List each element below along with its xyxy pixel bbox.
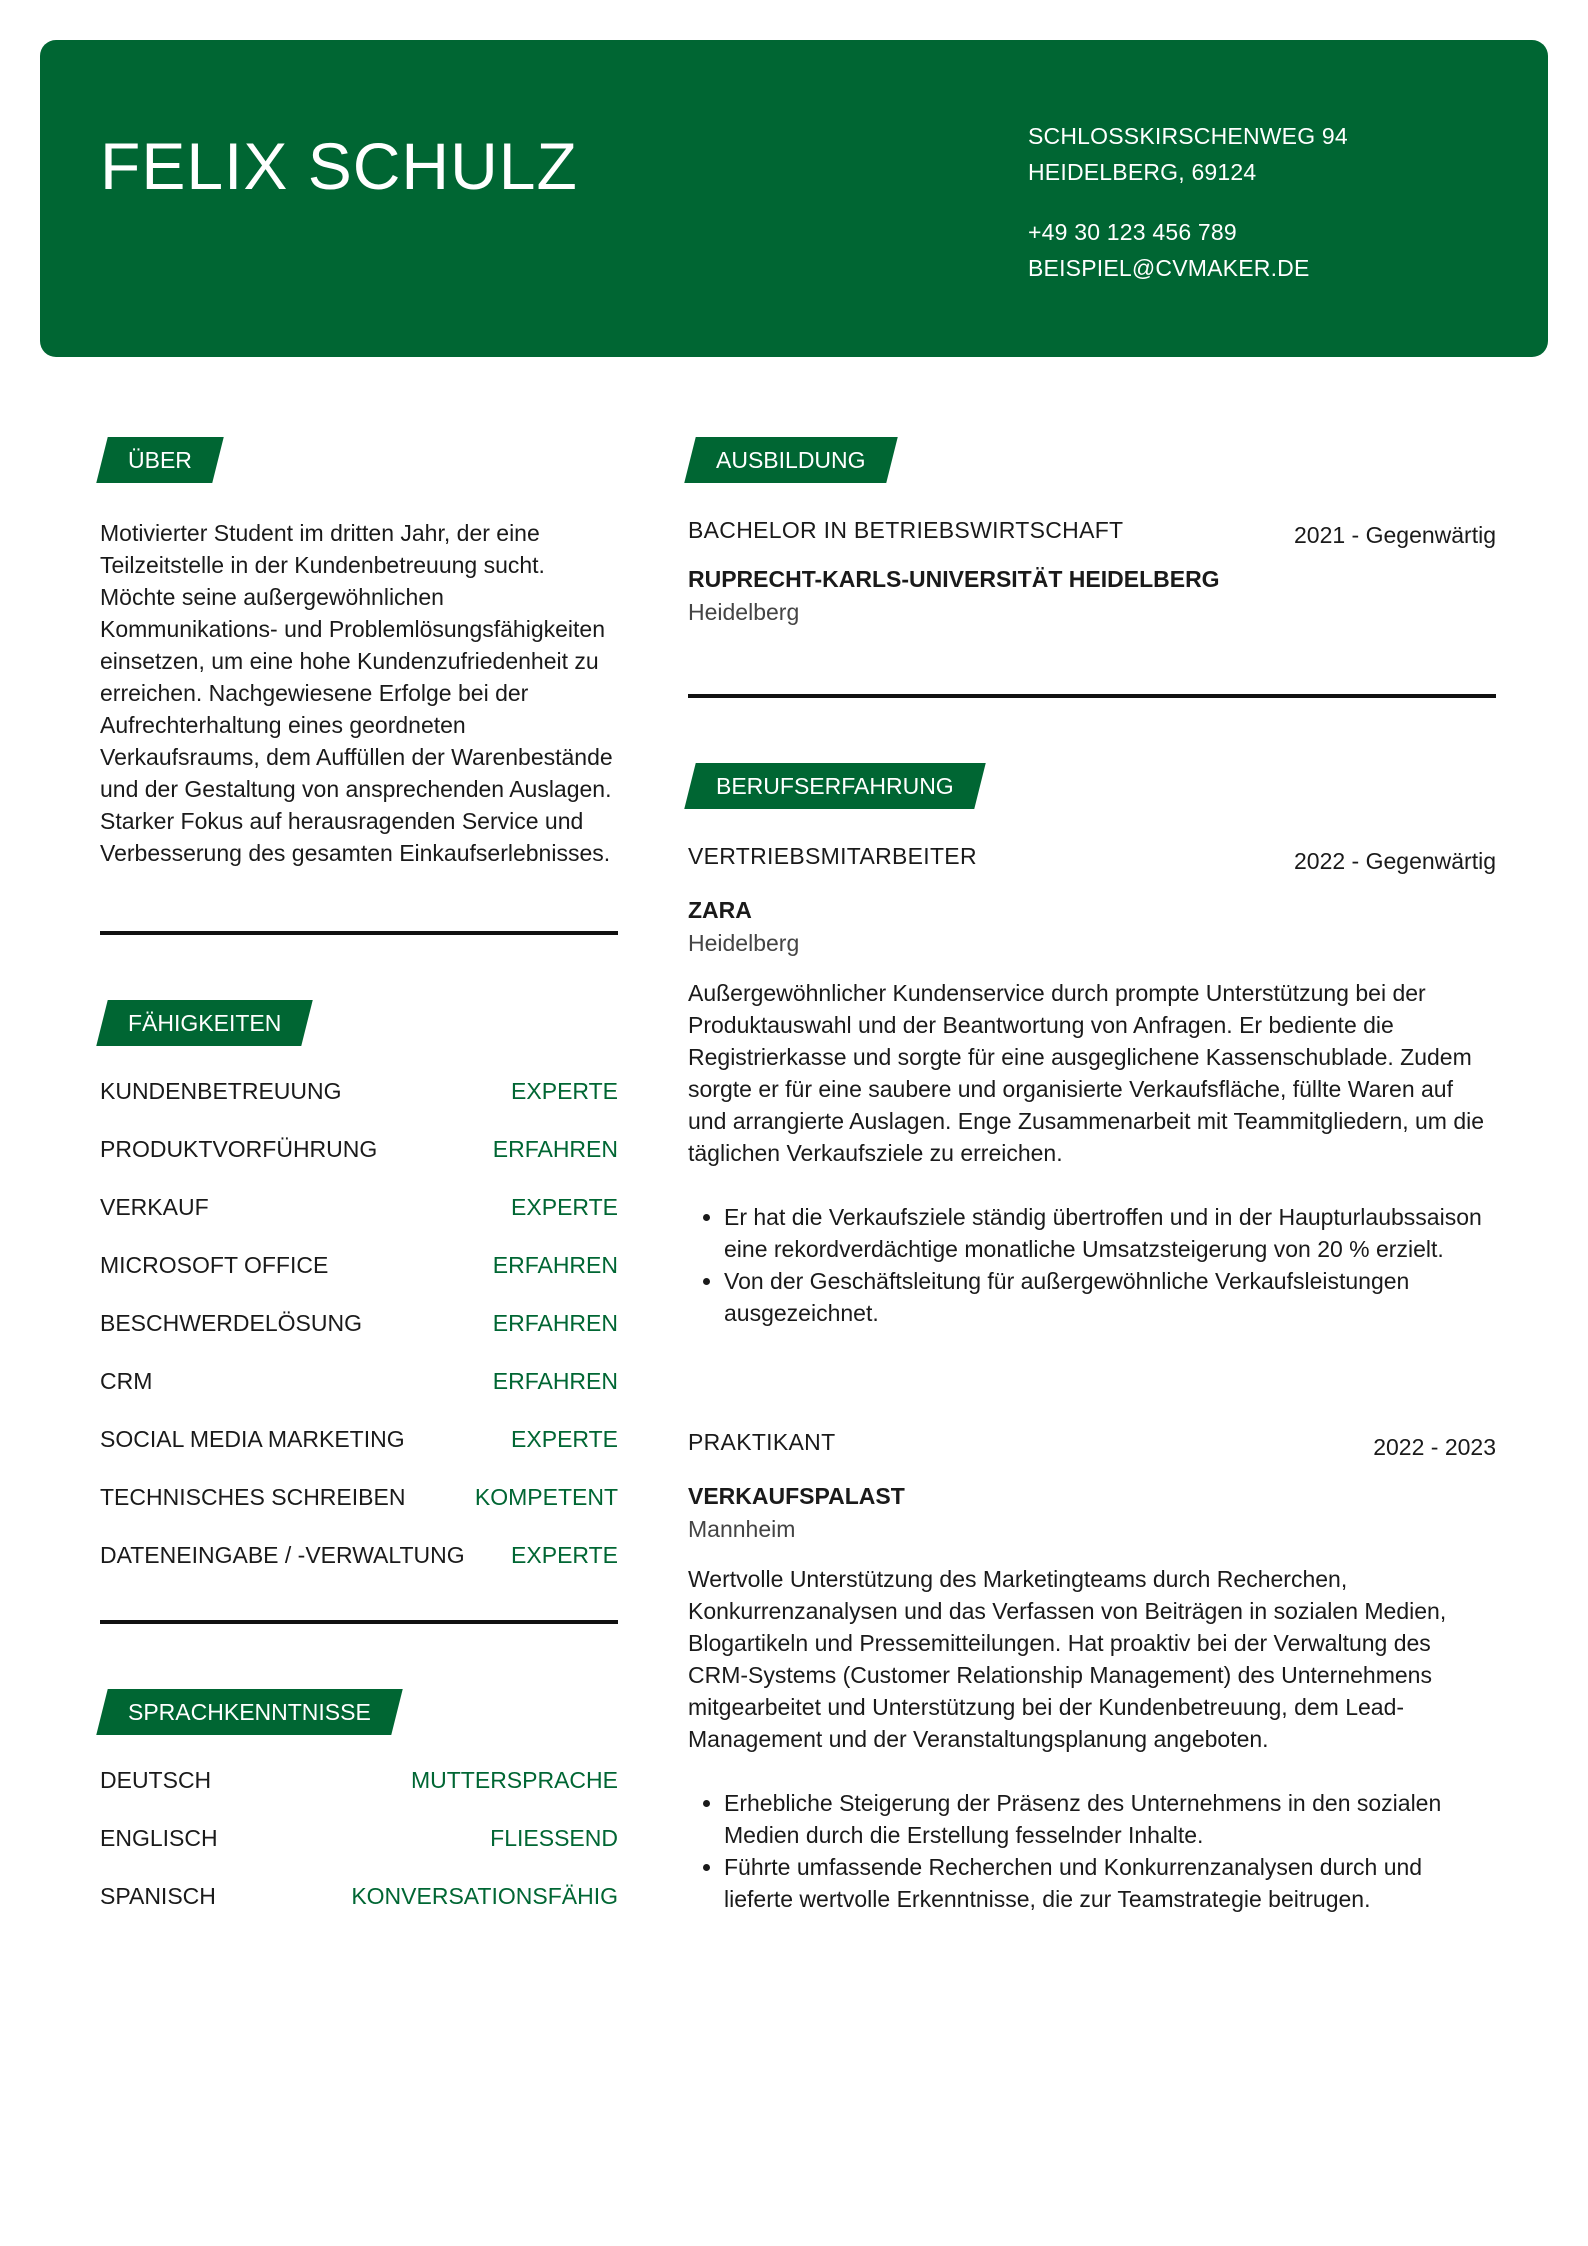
job-entry bbox=[688, 843, 1496, 1329]
bullet-item: • Er hat die Verkaufsziele ständig übertroffen und in der Haupturlaubssaison eine rekordverdächtige monatliche Umsatzsteigerung von 20 % erzielt. bbox=[724, 1201, 1496, 1265]
about-text: Motivierter Student im dritten Jahr, der eine Teilzeitstelle in der Kundenbetreuung sucht. Möchte seine außergewöhnlichen Kommunikations- und Problemlösungsfähigkeiten einsetzen, um eine hohe Kundenzufriedenheit zu erreichen. Nachgewiesene Erfolge bei der Aufrechterhaltung eines geordneten Verkaufsraums, dem Auffüllen der Warenbestände und der Gestaltung von ansprechenden Auslagen. Starker Fokus auf herausragenden Service und Verbesserung des gesamten Einkaufserlebnisses. bbox=[100, 520, 613, 866]
skill-row: SOCIAL MEDIA MARKETING EXPERTE bbox=[100, 1426, 618, 1452]
bullet-item: • Erhebliche Steigerung der Präsenz des Unternehmens in den sozialen Medien durch die Erstellung fesselnder Inhalte. bbox=[724, 1787, 1496, 1851]
job-description: Wertvolle Unterstützung des Marketingteams durch Recherchen, Konkurrenzanalysen und das Verfassen von Beiträgen in sozialen Medien, Blogartikeln und Pressemitteilungen. Hat proaktiv bei der Verwaltung des CRM-Systems (Customer Relationship Management) des Unternehmens mitgearbeitet und Unterstützung bei der Kundenbetreuung, dem Lead-Management und der Veranstaltungsplanung angeboten. bbox=[688, 1566, 1447, 1752]
school-location: Heidelberg bbox=[688, 599, 800, 625]
company-location: Mannheim bbox=[688, 1516, 796, 1542]
divider bbox=[688, 694, 1496, 698]
divider bbox=[100, 1620, 618, 1624]
education-entry bbox=[688, 517, 1496, 626]
school-name: RUPRECHT-KARLS-UNIVERSITÄT HEIDELBERG bbox=[688, 566, 1220, 592]
job-bullets bbox=[688, 1787, 1496, 1915]
skill-row: PRODUKTVORFÜHRUNG ERFAHREN bbox=[100, 1136, 618, 1162]
language-row: ENGLISCH FLIESSEND bbox=[100, 1825, 618, 1851]
skill-row: BESCHWERDELÖSUNG ERFAHREN bbox=[100, 1310, 618, 1336]
education-date: 2021 - Gegenwärtig bbox=[1293, 522, 1496, 548]
divider bbox=[100, 931, 618, 935]
section-tag-experience: BERUFSERFAHRUNG bbox=[690, 763, 980, 809]
job-title: PRAKTIKANT bbox=[688, 1429, 836, 1455]
bullet-item: • Von der Geschäftsleitung für außergewöhnliche Verkaufsleistungen ausgezeichnet. bbox=[724, 1265, 1496, 1329]
resume-header bbox=[40, 40, 1548, 357]
language-row: DEUTSCH MUTTERSPRACHE bbox=[100, 1767, 618, 1793]
job-entry bbox=[688, 1429, 1496, 1915]
job-date: 2022 - Gegenwärtig bbox=[1293, 848, 1496, 874]
language-row: SPANISCH KONVERSATIONSFÄHIG bbox=[100, 1883, 618, 1909]
section-tag-skills: FÄHIGKEITEN bbox=[102, 1000, 307, 1046]
email-address: BEISPIEL@CVMAKER.DE bbox=[1028, 255, 1310, 281]
company-name: ZARA bbox=[688, 897, 752, 923]
bullet-item: • Führte umfassende Recherchen und Konkurrenzanalysen durch und lieferte wertvolle Erkenntnisse, die zur Teamstrategie beitrugen. bbox=[724, 1851, 1496, 1915]
company-location: Heidelberg bbox=[688, 930, 800, 956]
skill-row: VERKAUF EXPERTE bbox=[100, 1194, 618, 1220]
contact-block bbox=[1028, 118, 1348, 286]
phone-number: +49 30 123 456 789 bbox=[1028, 219, 1237, 245]
section-tag-education: AUSBILDUNG bbox=[690, 437, 892, 483]
left-column bbox=[100, 437, 618, 1941]
job-bullets bbox=[688, 1201, 1496, 1329]
skills-list bbox=[100, 1078, 618, 1600]
address-city: HEIDELBERG, 69124 bbox=[1028, 159, 1257, 185]
section-tag-about: ÜBER bbox=[102, 437, 218, 483]
languages-list bbox=[100, 1767, 618, 1941]
candidate-name: FELIX SCHULZ bbox=[100, 129, 578, 203]
right-column bbox=[688, 437, 1496, 1915]
job-date: 2022 - 2023 bbox=[1373, 1434, 1496, 1460]
skill-row: MICROSOFT OFFICE ERFAHREN bbox=[100, 1252, 618, 1278]
job-description: Außergewöhnlicher Kundenservice durch prompte Unterstützung bei der Produktauswahl und der Beantwortung von Anfragen. Er bediente die Registrierkasse und sorgte für eine ausgeglichene Kassenschublade. Zudem sorgte er für eine saubere und organisierte Verkaufsfläche, füllte Waren auf und arrangierte Auslagen. Enge Zusammenarbeit mit Teammitgliedern, um die täglichen Verkaufsziele zu erreichen. bbox=[688, 980, 1485, 1166]
skill-row: KUNDENBETREUUNG EXPERTE bbox=[100, 1078, 618, 1104]
job-title: VERTRIEBSMITARBEITER bbox=[688, 843, 977, 869]
address-street: SCHLOSSKIRSCHENWEG 94 bbox=[1028, 123, 1348, 149]
company-name: VERKAUFSPALAST bbox=[688, 1483, 905, 1509]
section-tag-languages: SPRACHKENNTNISSE bbox=[102, 1689, 397, 1735]
skill-row: TECHNISCHES SCHREIBEN KOMPETENT bbox=[100, 1484, 618, 1510]
degree-title: BACHELOR IN BETRIEBSWIRTSCHAFT bbox=[688, 517, 1124, 543]
skill-row: DATENEINGABE / -VERWALTUNG EXPERTE bbox=[100, 1542, 618, 1568]
skill-row: CRM ERFAHREN bbox=[100, 1368, 618, 1394]
